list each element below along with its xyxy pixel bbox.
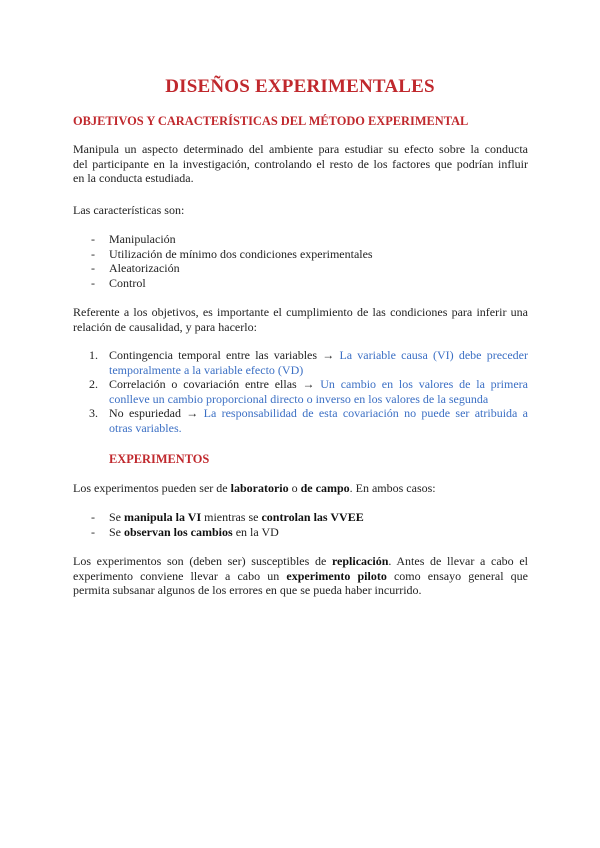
text-line: relación de causalidad, y para hacerlo: xyxy=(73,319,257,334)
condition-item: 1. Contingencia temporal entre las variables → La variable causa (VI) debe preceder temporalmente a la variable efecto (VD) xyxy=(89,348,528,377)
list-item: - Utilización de mínimo dos condiciones experimentales xyxy=(91,246,373,261)
section-heading-objetivos: OBJETIVOS Y CARACTERÍSTICAS DEL MÉTODO EXPERIMENTAL xyxy=(73,114,469,128)
conditions-list xyxy=(73,348,528,436)
condition-item: 3. No espuriedad → La responsabilidad de esta covariación no puede ser atribuida a otras variables. xyxy=(89,406,529,435)
text-line: Manipula un aspecto determinado del ambiente para estudiar su efecto sobre la conducta xyxy=(73,142,528,156)
characteristics-label: Las características son: xyxy=(73,203,185,217)
objectives-paragraph xyxy=(73,305,528,334)
characteristics-list xyxy=(73,232,528,290)
section-heading-experimentos: EXPERIMENTOS xyxy=(109,452,210,466)
list-item: - Aleatorización xyxy=(91,261,180,276)
text-line: experimento conviene llevar a cabo un experimento piloto como ensayo general que xyxy=(73,568,528,583)
experiments-intro: Los experimentos pueden ser de laboratorio o de campo. En ambos casos: xyxy=(73,481,436,495)
list-item: - Manipulación xyxy=(91,232,176,246)
page-title: DISEÑOS EXPERIMENTALES xyxy=(165,76,435,97)
list-item: - Se manipula la VI mientras se controlan las VVEE xyxy=(91,510,364,524)
text-line: permita subsanar algunos de los errores en que se pueda haber incurrido. xyxy=(73,583,422,598)
condition-item: 2. Correlación o covariación entre ellas → Un cambio en los valores de la primera conlleve un cambio proporcional directo o inverso en los valores de la segunda xyxy=(89,377,528,406)
text-line: Los experimentos son (deben ser) susceptibles de replicación. Antes de llevar a cabo el xyxy=(73,554,528,568)
closing-paragraph xyxy=(73,554,528,598)
text-line: en la conducta estudiada. xyxy=(73,171,194,186)
text-line: Referente a los objetivos, es importante el cumplimiento de las condiciones para inferir una xyxy=(73,305,528,319)
list-item: - Se observan los cambios en la VD xyxy=(91,524,279,539)
intro-paragraph xyxy=(73,142,528,186)
list-item: - Control xyxy=(91,275,146,290)
experiments-list xyxy=(73,510,528,539)
text-line: del participante en la investigación, controlando el resto de los factores que podrían influir xyxy=(73,156,528,171)
